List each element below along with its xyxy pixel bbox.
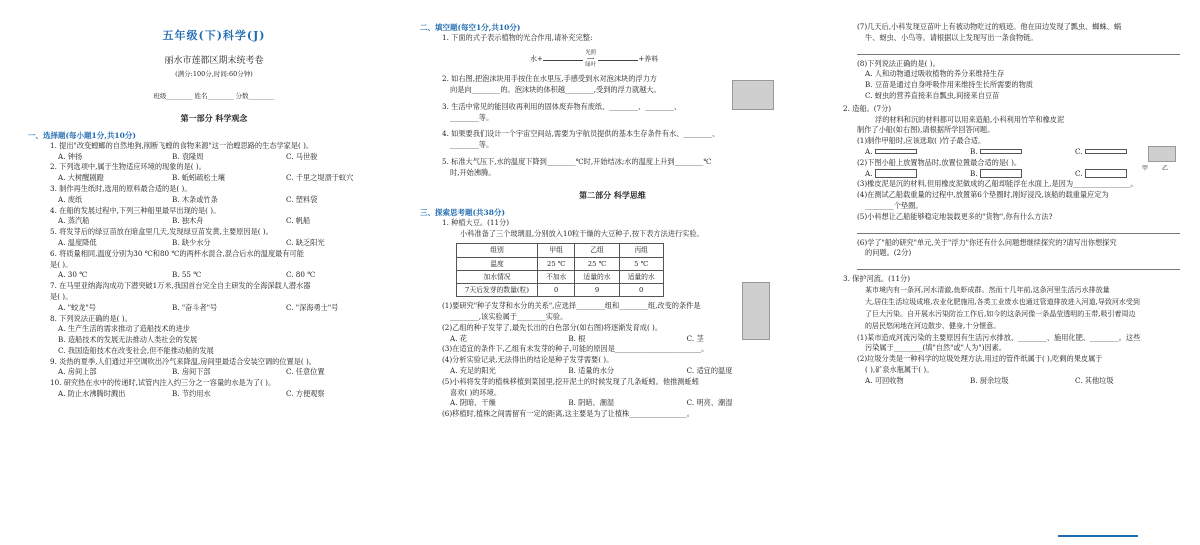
question-stem-cont: 是( )。: [50, 291, 73, 301]
question-stem: 3. 保护河流。(11分): [843, 274, 911, 284]
question-stem: (5)小科想让乙船能够稳定地装载更多的"货物",你有什么方法?: [857, 211, 1053, 221]
option[interactable]: A. 生产生活的需求推动了造船技术的进步: [58, 324, 190, 334]
options-row[interactable]: A. 蒸汽船 B. 独木舟 C. 帆船: [58, 216, 311, 226]
section-title: 一、选择题(每小题1分,共10分): [28, 130, 136, 140]
answer-line[interactable]: [857, 229, 1180, 234]
question-stem-cont[interactable]: ________等。: [450, 112, 494, 122]
answer-line[interactable]: [857, 50, 1180, 55]
options-row[interactable]: A. 充足的阳光 B. 适量的水分 C. 适宜的温度: [450, 365, 733, 375]
question-stem: 5. 将发芽后的绿豆苗放在暗盒里几天,发现绿豆苗发黄,主要原因是( )。: [50, 227, 273, 237]
question-stem: 6. 将质量相同,温度分别为30 ℃和80 ℃的两杯水混合,混合后水的温度最有可能: [50, 248, 304, 258]
boat-label-yi: 乙: [1162, 165, 1169, 172]
question-stem-cont[interactable]: 污染属于________(填"自然"或"人为")因素。: [865, 343, 1007, 353]
exam-subtitle: 丽水市莲都区期末统考卷: [164, 55, 264, 66]
question-stem: (2)乙组的种子发芽了,最先长出的白色部分(如右图)将逐渐发育成( )。: [442, 322, 663, 332]
options-row[interactable]: A. B. C.: [865, 147, 1180, 158]
question-stem[interactable]: (3)橡皮泥是沉的材料,但用橡皮泥做成的乙船却能浮在水面上,是因为________________。: [857, 179, 1138, 189]
photosynthesis-equation[interactable]: 水+ 光照 ⟶ 绿叶 +养料: [530, 50, 659, 69]
question-intro: 小科准备了三个玻璃皿,分别放入10粒干燥的大豆种子,按下表方法进行实验。: [460, 228, 704, 238]
question-stem: (6)学了"船的研究"单元,关于"浮力"你还有什么问题想继续探究的?请写出你想探究: [857, 237, 1117, 247]
question-stem: (2)下图小船上放置物品时,放置位置最合适的是( )。: [857, 157, 1022, 167]
options-row[interactable]: A. 阴暗、干燥 B. 阴暗、潮湿 C. 明亮、潮湿: [450, 398, 733, 408]
option[interactable]: C. 我国造船技术在改变社会,但不能推动船的发展: [58, 345, 214, 355]
section-title: 三、探索思考题(共38分): [420, 207, 506, 217]
question-stem[interactable]: 3. 生活中常见的能回收再利用的固体废弃物有废纸、________、________、: [442, 101, 682, 111]
boat-label-jia: 甲: [1142, 165, 1149, 172]
question-stem: (8)下列说法正确的是( )。: [857, 58, 940, 68]
options-row[interactable]: A. 可回收物 B. 厨余垃圾 C. 其他垃圾: [865, 375, 1114, 385]
question-stem: (4)在测试乙船载重量的过程中,放置第6个垫圈时,刚好浸没,该船的载重量应定为: [857, 190, 1109, 200]
question-stem-cont: 的问题。(2分): [865, 248, 912, 258]
option[interactable]: A. 人和动物通过吸收植物的养分来维持生存: [865, 69, 1005, 79]
option[interactable]: B. 豆苗是通过自身呼吸作用来维持生长所需要的物质: [865, 80, 1033, 90]
options-row[interactable]: A. B. C.: [865, 169, 1180, 180]
question-intro: 浮的材料和沉的材料都可以用来造船,小科利用竹竿和橡皮泥: [875, 114, 1065, 124]
options-row[interactable]: A. 废纸 B. 木条或竹条 C. 塑料袋: [58, 194, 318, 204]
question-stem: 7. 在马里亚纳海沟成功下潜突破1万米,我国首台完全自主研发的全海深载人潜水器: [50, 281, 311, 291]
question-stem[interactable]: (1)某市造成河流污染的主要原因有生活污水排放、________、施用化肥、________。这些: [857, 332, 1141, 342]
options-row[interactable]: A. 大树醒剧蹬 B. 蚯蚓疏松土壤 C. 千里之堤溃于蚁穴: [58, 173, 354, 183]
question-stem: 1. 提出"改变螳螂的自然地狗,削断飞螳的食物来源"这一治蝗思路的生态学家是( )。: [50, 140, 314, 150]
question-stem: 2. 如右图,把泡沫块用手按住在水里压,手感受到水对泡沫块的浮力方: [442, 74, 657, 84]
options-row[interactable]: A. "蛟龙"号 B. "奋斗者"号 C. "深海勇士"号: [58, 302, 339, 312]
options-row[interactable]: A. 防止水沸腾时溅出 B. 节约用水 C. 方便观察: [58, 389, 325, 399]
question-stem-cont: 牛、蚜虫、小鸟等。请根据以上发现写出一条食物链。: [865, 32, 1038, 42]
reading-passage: 某市境内有一条河,河水清澈,鱼虾成群。然而十几年前,这条河里生活污水排放量 大,居住生活垃圾成堆,农业化肥施用,各类工业废水也通过管道排放进入河道,导致河水受到 了巨大污染。自开展水污染防治工作后,如今的这条河像一条晶莹透明的玉带,吸引着周边 的居民悠闲地在河边散步、健身,十分惬意。: [865, 285, 1140, 330]
answer-line[interactable]: [857, 265, 1180, 270]
question-stem-cont[interactable]: ________个垫圈。: [865, 200, 923, 210]
question-stem: 1. 下面的式子表示植物的光合作用,请补充完整:: [442, 33, 593, 43]
sprouting-bean-image: [742, 282, 770, 340]
foam-in-water-image: [732, 80, 774, 110]
question-stem[interactable]: 5. 标准大气压下,水的温度下降到________℃时,开始结冰;水的温度上升到________℃: [442, 156, 712, 166]
options-row[interactable]: A. 钟扬 B. 袁隆周 C. 马世骏: [58, 151, 318, 161]
option[interactable]: B. 造船技术的发展无法推动人类社会的发展: [58, 335, 198, 345]
question-stem: (5)小科将发芽的植株移植到菜园里,挖开泥土的时候发现了几条蚯蚓。他推测蚯蚓: [442, 376, 699, 386]
question-stem-cont[interactable]: 向是向________的。泡沫块的体积越________,受到的浮力就越大。: [450, 84, 661, 94]
options-row[interactable]: A. 30 ℃ B. 55 ℃ C. 80 ℃: [58, 270, 316, 280]
question-stem: 1. 种植大豆。(11分): [442, 217, 510, 227]
part-title: 第一部分 科学观念: [180, 112, 248, 123]
question-stem: (7)几天后,小科发现豆苗叶上有被动物吃过的痕迹。他在田边发现了瓢虫、蜘蛛、蜗: [857, 22, 1122, 31]
question-stem[interactable]: 4. 如果要我们设计一个宇宙空间站,需要为宇航员提供的基本生存条件有水、________、: [442, 129, 720, 139]
part-title: 第二部分 科学思维: [579, 189, 646, 200]
question-stem: 10. 研究热在水中的传递时,试管内注入约三分之一容量的水是为了( )。: [50, 378, 276, 388]
question-stem: 2. 下列选项中,属于生物适应环境的现象的是( )。: [50, 162, 206, 172]
question-stem: 2. 造船。(7分): [843, 103, 892, 113]
question-stem-cont[interactable]: ________等。: [450, 140, 494, 150]
options-row[interactable]: A. 温度降低 B. 缺少水分 C. 缺乏阳光: [58, 237, 325, 247]
question-intro-cont: 制作了小船(如右图),请根据所学回答问题。: [857, 125, 995, 135]
exam-title: 五年级(下)科学(J): [162, 29, 266, 42]
question-stem-cont[interactable]: ( ),矿泉水瓶属于( )。: [865, 364, 934, 374]
question-stem-cont[interactable]: ________,该实验属于________实验。: [450, 311, 568, 321]
option[interactable]: C. 蚜虫的营养直接来自瓢虫,间接来自豆苗: [865, 90, 1000, 100]
question-stem-cont: 喜欢( )的环境。: [450, 387, 502, 397]
section-title: 二、填空题(每空1分,共10分): [420, 23, 521, 32]
name-bar[interactable]: 班级________ 姓名________ 分数________: [153, 91, 275, 100]
column-right: [835, 0, 1180, 545]
question-stem: (2)垃圾分类是一种科学的垃圾处理方法,用过的管件纸属于( ),吃剩的果皮属于: [857, 354, 1103, 364]
question-stem-cont[interactable]: 时,开始沸腾。: [450, 167, 496, 177]
question-stem: (4)分析实验记录,无法得出的结论是种子发芽需要( )。: [442, 355, 614, 365]
question-stem: 9. 炎热的夏季,人们通过开空调吹出冷气来降温,房间里最适合安装空调的位置是( )。: [50, 356, 316, 366]
boat-image: [1148, 146, 1176, 162]
question-stem-cont: 是( )。: [50, 259, 73, 269]
experiment-table: 组别 甲组 乙组 丙组 温度 25 ℃ 25 ℃ 5 ℃ 加水情况 不加水 适量的水 适量的水 7天后发芽的数量(粒) 0 9 0: [456, 243, 664, 297]
question-stem[interactable]: (3)在适宜的条件下,乙组有未发芽的种子,可能的原因是________________________。: [442, 344, 709, 354]
exam-note: (满分:100分,时间:60分钟): [175, 70, 253, 78]
column-left: [28, 0, 400, 545]
question-stem: 4. 在船的发展过程中,下列三种船里最早出现的是( )。: [50, 205, 221, 215]
question-stem: (1)制作甲船时,应该选取( )竹子最合适。: [857, 136, 986, 146]
options-row[interactable]: A. 房间上部 B. 房间下部 C. 任意位置: [58, 367, 325, 377]
options-row[interactable]: A. 花 B. 根 C. 茎: [450, 333, 704, 343]
question-stem[interactable]: (1)要研究"种子发芽和水分的关系",应选择________组和________组,改变的条件是: [442, 301, 701, 311]
question-stem: 8. 下列说法正确的是( )。: [50, 313, 132, 323]
page-indicator-bar: [1058, 535, 1138, 537]
question-stem: 3. 制作再生纸时,选用的原料最合适的是( )。: [50, 183, 192, 193]
question-stem[interactable]: (6)移植时,植株之间需留有一定的距离,这主要是为了让植株________________。: [442, 409, 694, 419]
